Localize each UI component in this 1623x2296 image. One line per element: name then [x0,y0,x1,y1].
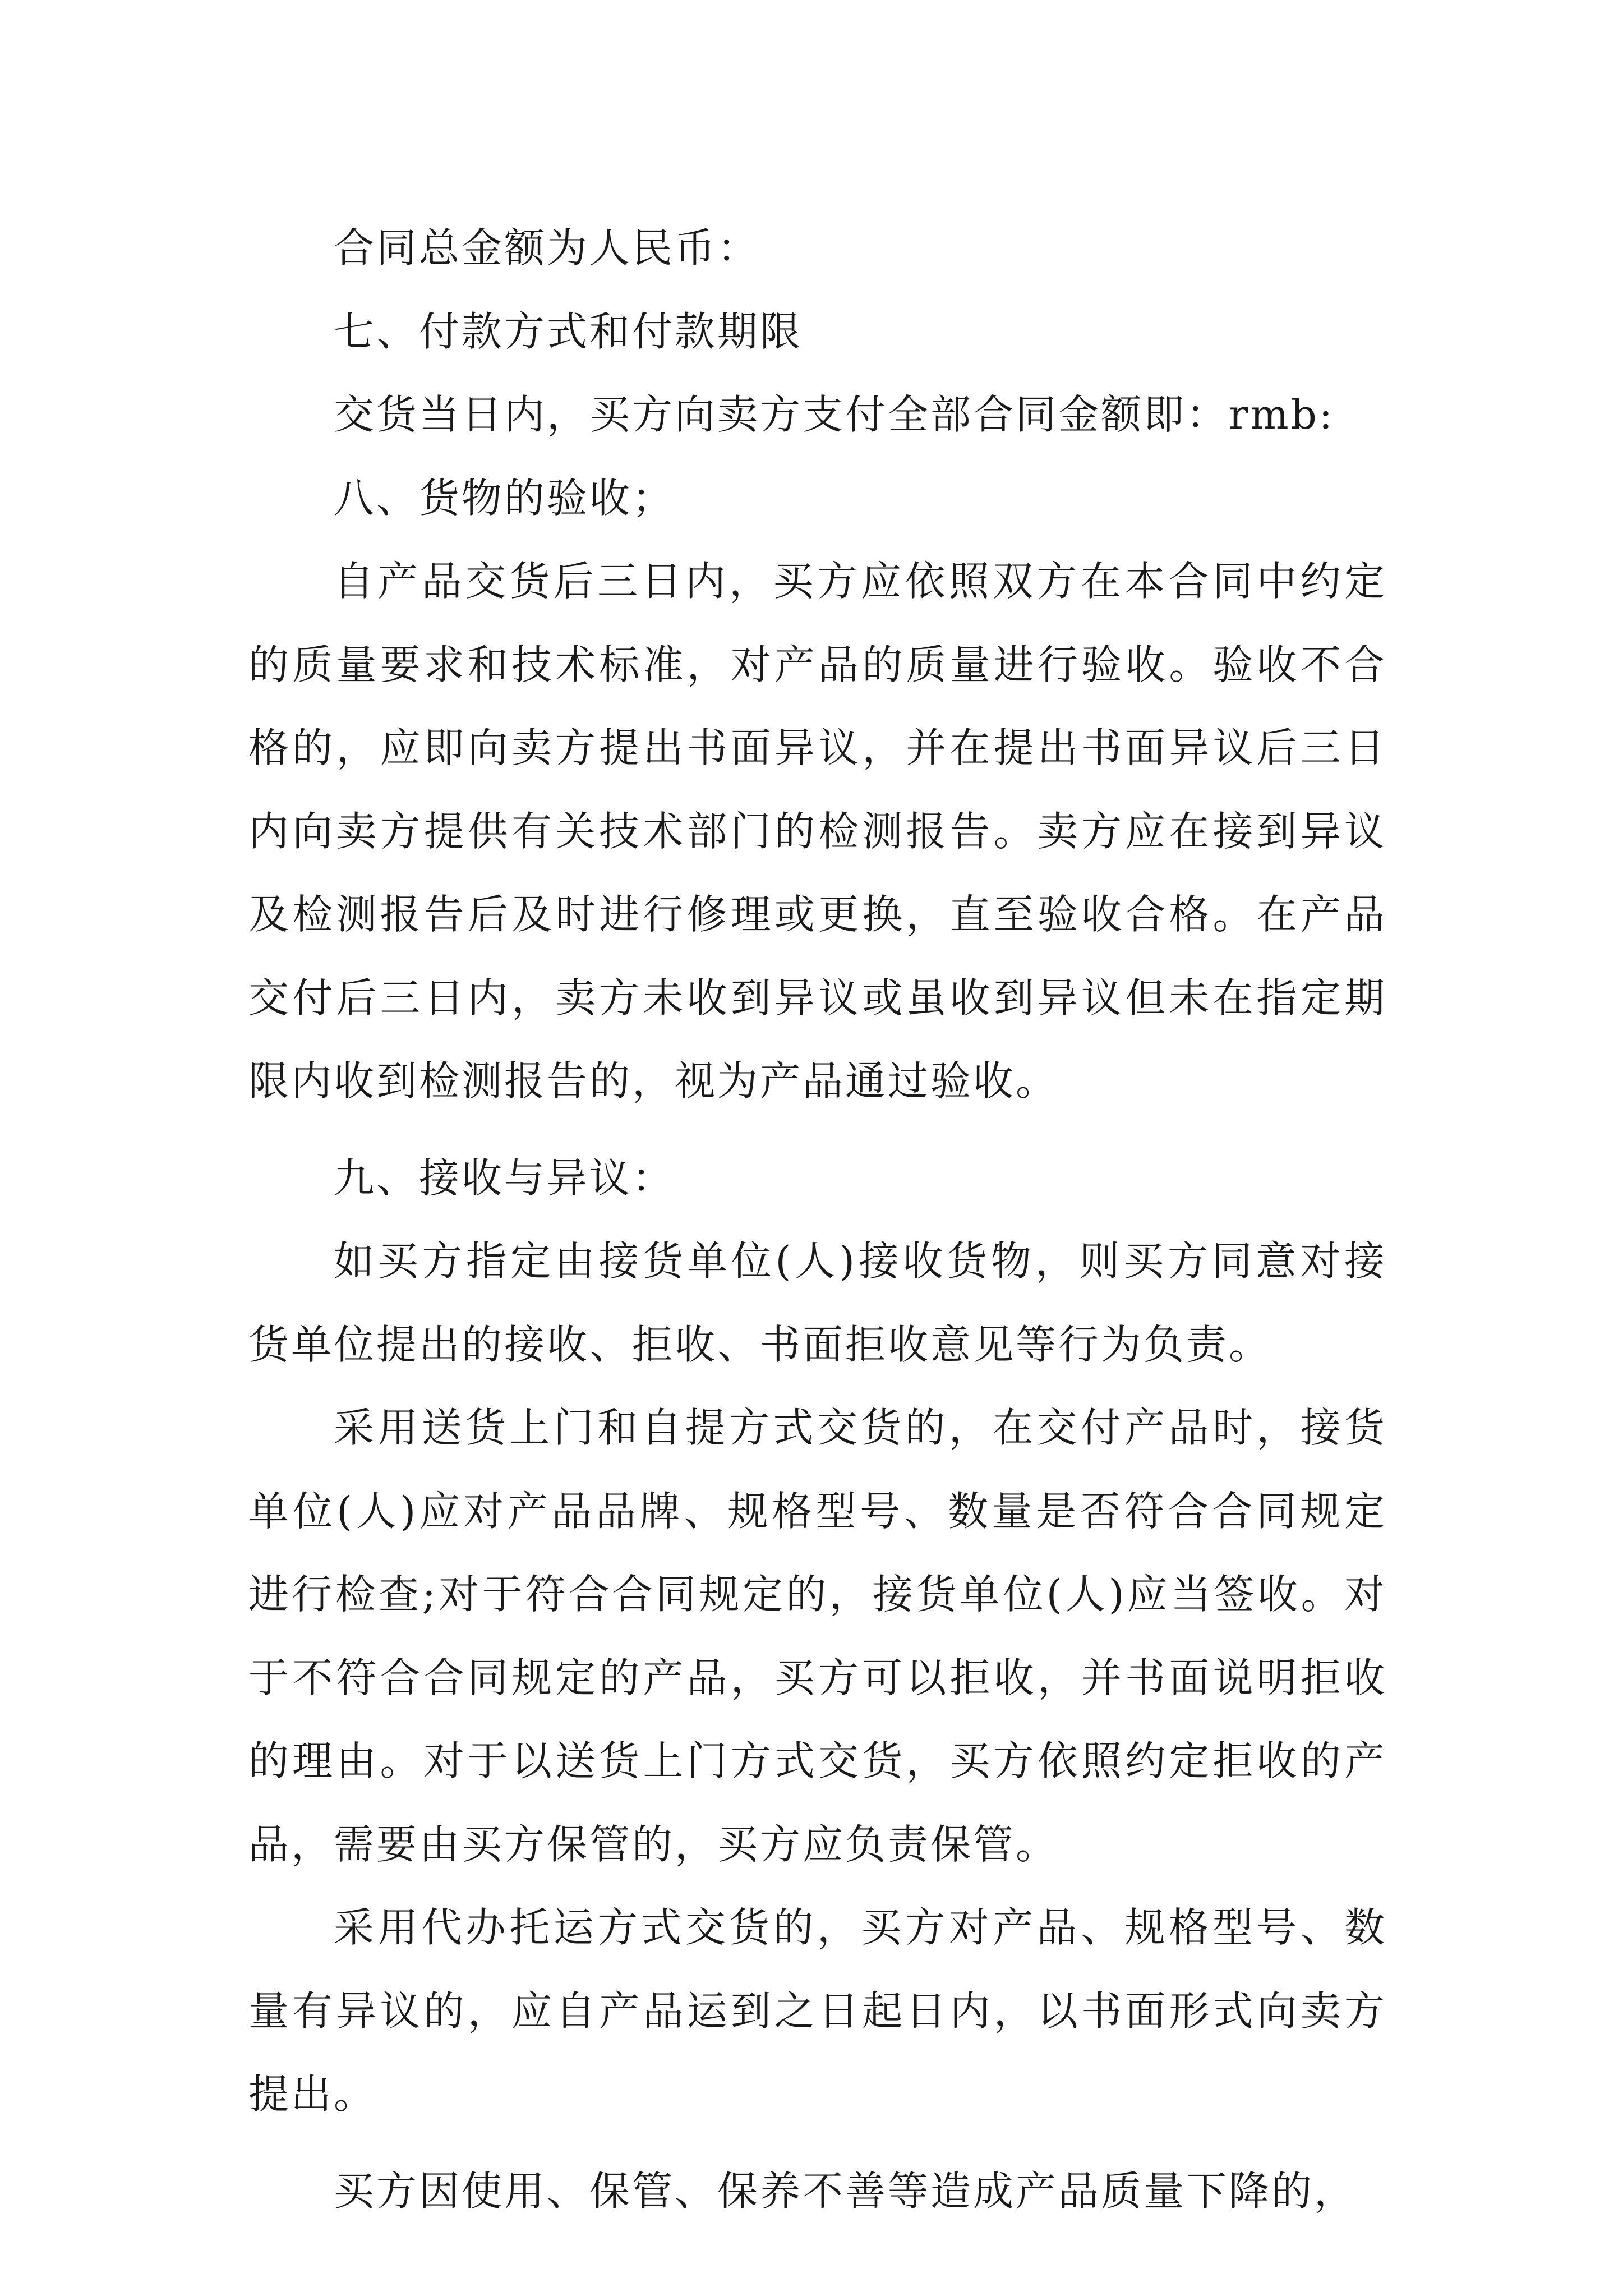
heading-payment-terms: 七、付款方式和付款期限 [334,307,803,355]
paragraph-payment-on-delivery: 交货当日内，买方向卖方支付全部合同金额即：rmb: [334,391,1335,438]
paragraph-total-amount: 合同总金额为人民币： [334,224,760,272]
paragraph-door-delivery-pickup: 采用送货上门和自提方式交货的，在交付产品时，接货单位(人)应对产品品牌、规格型号、数量是否符合合同规定进行检查;对于符合合同规定的，接货单位(人)应当签收。对于不符合合同规定的产品，买方可以拒收，并书面说明拒收的理由。对于以送货上门方式交货，买方依照约定拒收的产品，需要由买方保管的，买方应负责保管。 [248,1404,1387,1868]
paragraph-consigned-shipping: 采用代办托运方式交货的，买方对产品、规格型号、数量有异议的，应自产品运到之日起日内，以书面形式向卖方提出。 [248,1904,1387,2118]
paragraph-acceptance-inspection: 自产品交货后三日内，买方应依照双方在本合同中约定的质量要求和技术标准，对产品的质量进行验收。验收不合格的，应即向卖方提出书面异议，并在提出书面异议后三日内向卖方提供有关技术部门的检测报告。卖方应在接到异议及检测报告后及时进行修理或更换，直至验收合格。在产品交付后三日内，卖方未收到异议或虽收到异议但未在指定期限内收到检测报告的，视为产品通过验收。 [248,558,1387,1105]
paragraph-designated-receiver: 如买方指定由接货单位(人)接收货物，则买方同意对接货单位提出的接收、拒收、书面拒收意见等行为负责。 [248,1237,1387,1368]
heading-receipt-and-objection: 九、接收与异议： [334,1154,675,1202]
paragraph-buyer-misuse: 买方因使用、保管、保养不善等造成产品质量下降的， [334,2167,1357,2215]
heading-acceptance: 八、货物的验收； [334,474,675,522]
document-body [248,206,1387,2233]
